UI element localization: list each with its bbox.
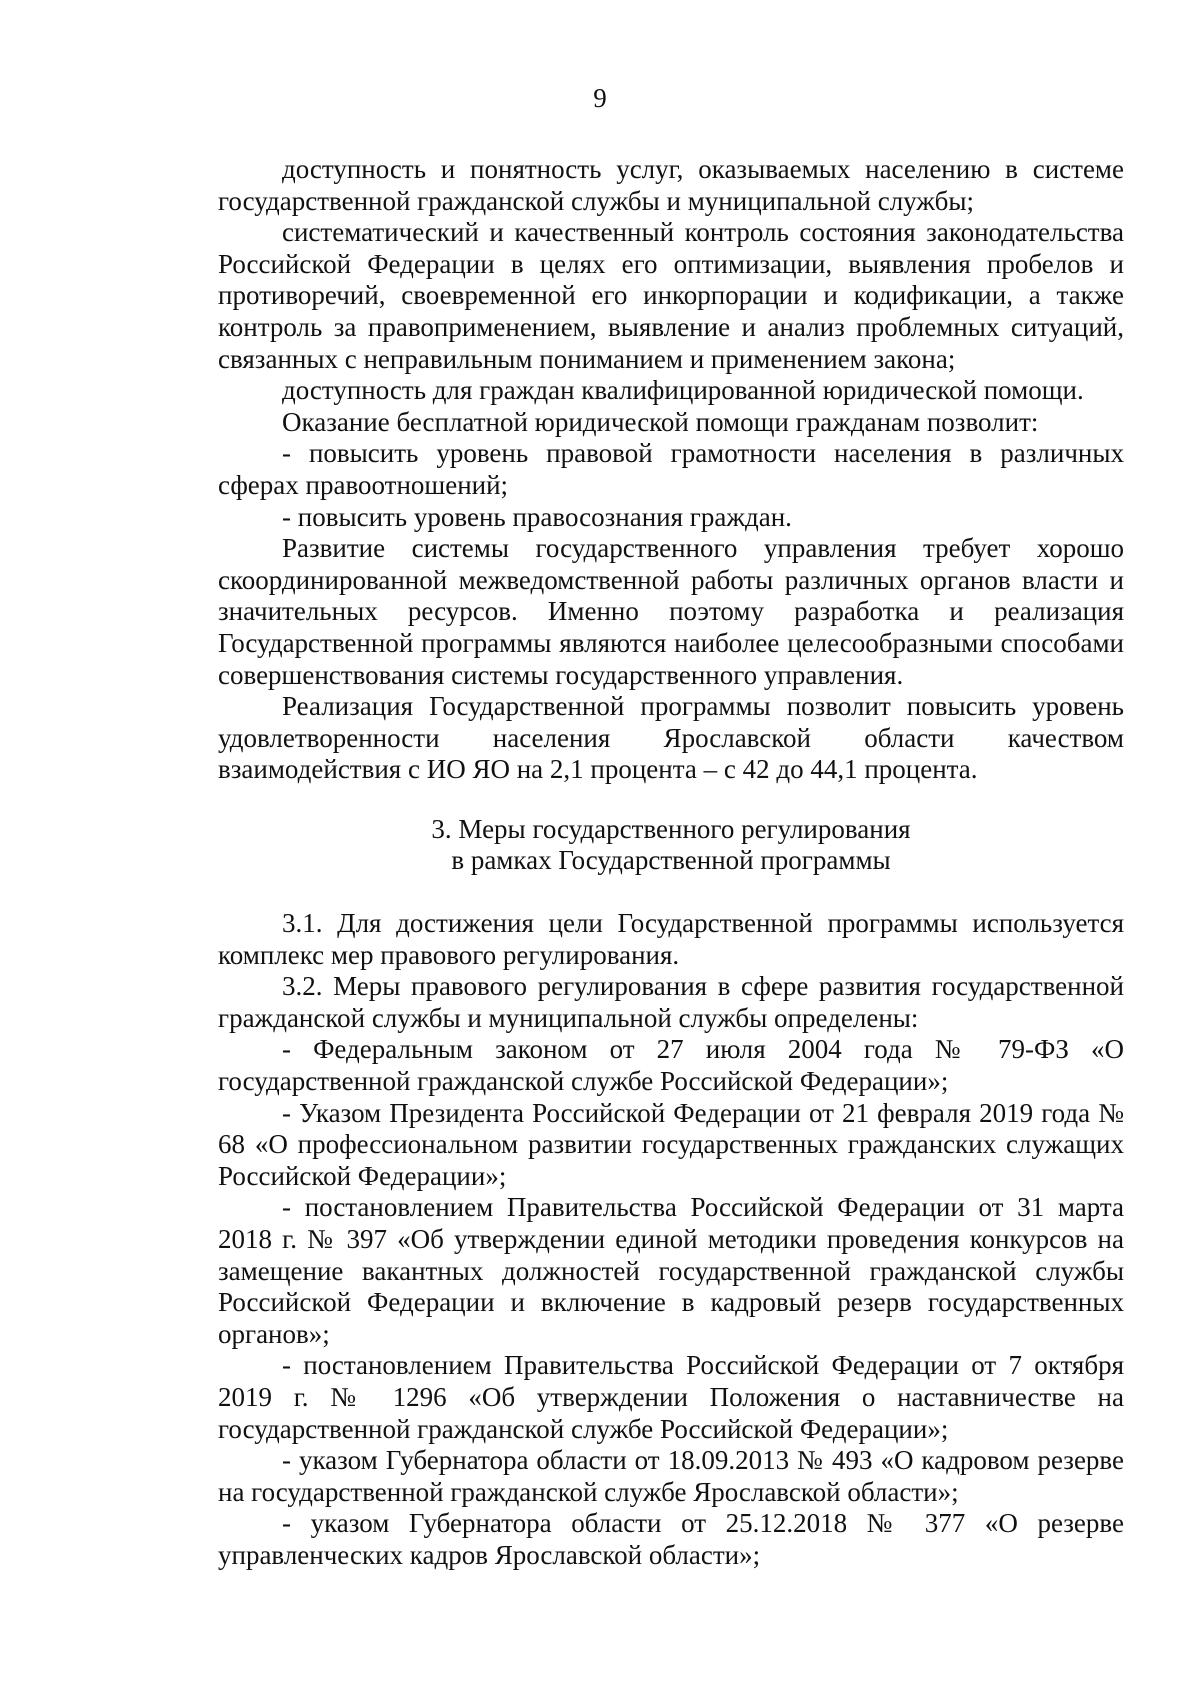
list-item: - повысить уровень правосознания граждан. [282,501,792,532]
paragraph: Оказание бесплатной юридической помощи гражданам позволит: [282,406,1039,437]
paragraph: Развитие системы государственного управления требует хорошо скоординированной межведомственной работы различных органов власти и значительных ресурсов. Именно поэтому разработка и реализация Государственной программы являются наиболее целесообразными способами совершенствования системы государственного управления. [218,533,1124,690]
paragraph: систематический и качественный контроль состояния законодательства Российской Федерации в целях его оптимизации, выявления пробелов и противоречий, своевременной его инкорпорации и кодификации, а также контроль за правоприменением, выявление и анализ проблемных ситуаций, связанных с неправильным пониманием и применением закона; [218,217,1124,374]
list-item: - повысить уровень правовой грамотности населения в различных сферах правоотношений; [218,438,1124,500]
section-heading-line: 3. Меры государственного регулирования [431,813,911,844]
list-item: - постановлением Правительства Российской Федерации от 7 октября 2019 г. № 1296 «Об утверждении Положения о наставничестве на государственной гражданской службе Российской Федерации»; [218,1350,1124,1444]
page-number: 9 [593,83,607,113]
section-heading [218,814,1124,877]
list-item: - Федеральным законом от 27 июля 2004 года № 79-ФЗ «О государственной гражданской службе Российской Федерации»; [218,1034,1124,1097]
list-item: - указом Губернатора области от 25.12.2018 № 377 «О резерве управленческих кадров Ярославской области»; [218,1508,1124,1570]
paragraph: доступность и понятность услуг, оказываемых населению в системе государственной гражданской службы и муниципальной службы; [218,154,1124,216]
list-item: - Указом Президента Российской Федерации от 21 февраля 2019 года № 68 «О профессиональном развитии государственных гражданских служащих Российской Федерации»; [218,1097,1124,1191]
paragraph: 3.2. Меры правового регулирования в сфере развития государственной гражданской службы и муниципальной службы определены: [218,971,1124,1033]
list-item: - постановлением Правительства Российской Федерации от 31 марта 2018 г. № 397 «Об утверждении единой методики проведения конкурсов на замещение вакантных должностей государственной гражданской службы Российской Федерации и включение в кадровый резерв государственных органов»; [218,1192,1124,1349]
paragraph: доступность для граждан квалифицированной юридической помощи. [282,375,1084,406]
paragraph: Реализация Государственной программы позволит повысить уровень удовлетворенности населения Ярославской области качеством взаимодействия с ИО ЯО на 2,1 процента – с 42 до 44,1 процента. [218,691,1124,785]
document-body [218,154,1124,1572]
paragraph: 3.1. Для достижения цели Государственной программы используется комплекс мер правового регулирования. [218,908,1124,970]
section-heading-line: в рамках Государственной программы [451,845,891,876]
list-item: - указом Губернатора области от 18.09.2013 № 493 «О кадровом резерве на государственной гражданской службе Ярославской области»; [218,1445,1124,1507]
